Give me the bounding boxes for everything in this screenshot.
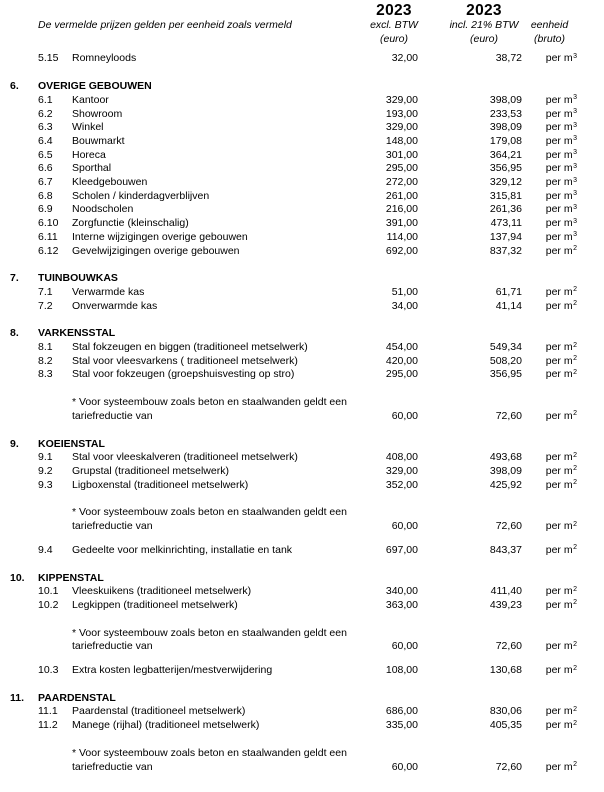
unit-exponent: 2 (573, 664, 577, 672)
unit-label: per m (545, 107, 573, 120)
unit-exponent: 2 (573, 300, 577, 308)
unit-exponent: 2 (573, 640, 577, 648)
price-incl-btw: 843,37 (489, 543, 522, 556)
unit-exponent: 3 (573, 108, 577, 116)
row-number: 6.2 (38, 107, 53, 120)
unit-cell (522, 149, 577, 163)
unit-cell (522, 300, 577, 314)
price-incl-btw: 329,12 (489, 176, 522, 189)
price-excl-btw: 34,00 (391, 299, 418, 312)
price-excl-btw: 261,00 (385, 189, 418, 202)
unit-exponent: 2 (573, 465, 577, 473)
section-rows (10, 451, 577, 557)
price-row (10, 108, 577, 122)
unit-cell (522, 245, 577, 259)
price-row (10, 355, 577, 369)
unit-label: per m (545, 719, 573, 732)
unit-label: per m (545, 121, 573, 134)
price-incl-btw: 72,60 (495, 520, 522, 533)
price-row (10, 300, 577, 314)
tariff-reduction-note (10, 506, 577, 533)
unit-label: per m (545, 543, 573, 556)
price-incl-btw: 233,53 (489, 107, 522, 120)
price-excl-btw: 692,00 (385, 244, 418, 257)
unit-exponent: 2 (573, 479, 577, 487)
unit-cell (522, 451, 577, 465)
price-incl-btw: 398,09 (489, 93, 522, 106)
unit-exponent: 3 (573, 94, 577, 102)
price-row (10, 599, 577, 613)
unit-label: per m (545, 176, 573, 189)
price-excl-btw: 51,00 (391, 285, 418, 298)
unit-cell (522, 761, 577, 775)
price-incl-btw: 41,14 (495, 299, 522, 312)
price-incl-btw: 38,72 (495, 52, 522, 65)
row-number: 7.2 (38, 299, 53, 312)
price-incl-btw: 411,40 (490, 585, 522, 598)
price-row (10, 135, 577, 149)
unit-exponent: 3 (573, 162, 577, 170)
row-label: Kleedgebouwen (72, 176, 148, 189)
price-incl-btw: 493,68 (489, 451, 522, 464)
price-excl-btw: 108,00 (385, 664, 418, 677)
row-number: 10.1 (38, 585, 59, 598)
unit-cell (522, 640, 577, 654)
unit-label: per m (545, 299, 573, 312)
unit-exponent: 2 (573, 585, 577, 593)
row-number: 5.15 (38, 52, 59, 65)
unit-label: per m (545, 203, 573, 216)
price-row (10, 465, 577, 479)
unit-exponent: 3 (573, 217, 577, 225)
price-excl-btw: 114,00 (386, 230, 418, 243)
row-number: 6.4 (38, 134, 53, 147)
price-excl-btw: 686,00 (385, 705, 418, 718)
price-excl-btw: 272,00 (385, 176, 418, 189)
unit-cell (522, 52, 577, 66)
price-incl-btw: 179,08 (489, 134, 522, 147)
unit-label: per m (545, 760, 573, 773)
price-row (10, 664, 577, 678)
row-number: 6.12 (38, 244, 59, 257)
unit-exponent: 3 (573, 176, 577, 184)
row-number: 9.3 (38, 478, 53, 491)
unit-exponent: 3 (573, 135, 577, 143)
row-label: Stal voor fokzeugen (groepshuisvesting op stro) (72, 368, 295, 381)
unit-cell (522, 599, 577, 613)
row-number: 6.9 (38, 203, 53, 216)
unit-label: per m (545, 598, 573, 611)
column-subheader-bruto: (bruto) (534, 32, 565, 45)
row-number: 6.3 (38, 121, 53, 134)
column-header-eenheid: eenheid (530, 19, 569, 31)
row-label: Kantoor (72, 93, 109, 106)
price-row (10, 286, 577, 300)
unit-label: per m (545, 354, 573, 367)
row-label: Romneyloods (72, 52, 137, 65)
price-incl-btw: 398,09 (489, 464, 522, 477)
price-row (10, 217, 577, 231)
unit-cell (522, 121, 577, 135)
row-number: 6.10 (38, 217, 59, 230)
section-number: 6. (10, 80, 19, 93)
price-row (10, 94, 577, 108)
unit-cell (522, 190, 577, 204)
unit-label: per m (545, 585, 573, 598)
price-incl-btw: 549,34 (489, 341, 522, 354)
section (10, 272, 577, 313)
unit-cell (522, 705, 577, 719)
note-line-2: tariefreductie van (72, 409, 153, 422)
row-label: Paardenstal (traditioneel metselwerk) (72, 705, 246, 718)
unit-cell (522, 108, 577, 122)
price-excl-btw: 295,00 (385, 368, 418, 381)
note-text (72, 506, 350, 533)
tariff-reduction-note (10, 627, 577, 654)
price-row (10, 368, 577, 382)
unit-cell (522, 162, 577, 176)
unit-exponent: 2 (573, 286, 577, 294)
row-label: Gedeelte voor melkinrichting, installatie en tank (72, 543, 293, 556)
row-number: 6.8 (38, 189, 53, 202)
year-incl-heading: 2023 (466, 2, 502, 19)
section (10, 80, 577, 258)
note-line-1: * Voor systeembouw zoals beton en staalwanden geldt een (72, 506, 347, 519)
price-excl-btw: 60,00 (391, 409, 418, 422)
section-header (10, 692, 577, 706)
section-header (10, 80, 577, 94)
unit-label: per m (545, 148, 573, 161)
row-label: Scholen / kinderdagverblijven (72, 189, 210, 202)
unit-label: per m (545, 189, 573, 202)
column-header-incl-btw: incl. 21% BTW (449, 19, 519, 31)
price-excl-btw: 301,00 (385, 148, 418, 161)
section (10, 327, 577, 423)
row-number: 10.3 (38, 664, 59, 677)
row-number: 6.5 (38, 148, 53, 161)
price-incl-btw: 364,21 (489, 148, 522, 161)
unit-exponent: 3 (573, 231, 577, 239)
price-excl-btw: 329,00 (385, 121, 418, 134)
row-number: 6.1 (38, 93, 53, 106)
unit-exponent: 2 (573, 599, 577, 607)
price-incl-btw: 439,23 (489, 598, 522, 611)
section-header (10, 272, 577, 286)
row-label: Onverwarmde kas (72, 299, 158, 312)
price-row (10, 121, 577, 135)
price-row (10, 176, 577, 190)
price-excl-btw: 32,00 (391, 52, 418, 65)
unit-cell (522, 203, 577, 217)
price-row (10, 719, 577, 733)
unit-exponent: 2 (573, 245, 577, 253)
price-excl-btw: 329,00 (385, 93, 418, 106)
unit-cell (522, 176, 577, 190)
section-number: 9. (10, 437, 19, 450)
note-line-1: * Voor systeembouw zoals beton en staalwanden geldt een (72, 746, 347, 759)
unit-label: per m (545, 162, 573, 175)
table-header-titles (10, 19, 577, 33)
unit-label: per m (545, 134, 573, 147)
unit-label: per m (545, 341, 573, 354)
price-row (10, 203, 577, 217)
price-excl-btw: 391,00 (385, 217, 418, 230)
unit-label: per m (545, 451, 573, 464)
row-number: 11.2 (38, 719, 58, 732)
section-rows (10, 341, 577, 424)
unit-cell (522, 585, 577, 599)
price-incl-btw: 356,95 (489, 368, 522, 381)
note-line-1: * Voor systeembouw zoals beton en staalwanden geldt een (72, 396, 347, 409)
row-label: Gevelwijzigingen overige gebouwen (72, 244, 240, 257)
unit-cell (522, 410, 577, 424)
row-label: Manege (rijhal) (traditioneel metselwerk) (72, 719, 260, 732)
price-row (10, 245, 577, 259)
unit-label: per m (545, 217, 573, 230)
unit-exponent: 2 (573, 355, 577, 363)
price-excl-btw: 216,00 (385, 203, 418, 216)
unit-cell (522, 544, 577, 558)
sections-container (10, 80, 577, 774)
section (10, 692, 577, 775)
unit-label: per m (545, 52, 573, 65)
row-number: 6.11 (38, 230, 58, 243)
price-incl-btw: 830,06 (489, 705, 522, 718)
price-excl-btw: 420,00 (385, 354, 418, 367)
row-number: 10.2 (38, 598, 59, 611)
section-rows (10, 94, 577, 258)
price-incl-btw: 356,95 (489, 162, 522, 175)
row-label: Sporthal (72, 162, 112, 175)
column-subheader-euro-2: (euro) (469, 32, 498, 45)
unit-exponent: 3 (573, 149, 577, 157)
row-label: Winkel (72, 121, 104, 134)
price-incl-btw: 425,92 (489, 478, 522, 491)
price-excl-btw: 60,00 (391, 640, 418, 653)
row-label: Vleeskuikens (traditioneel metselwerk) (72, 585, 252, 598)
section (10, 438, 577, 558)
unit-exponent: 3 (573, 121, 577, 129)
price-excl-btw: 295,00 (385, 162, 418, 175)
section (10, 572, 577, 678)
price-excl-btw: 148,00 (385, 134, 418, 147)
note-text (72, 627, 350, 654)
price-incl-btw: 473,11 (490, 217, 522, 230)
section-number: 11. (10, 691, 25, 704)
unit-label: per m (545, 705, 573, 718)
unit-cell (522, 719, 577, 733)
price-excl-btw: 363,00 (385, 598, 418, 611)
unit-cell (522, 217, 577, 231)
price-incl-btw: 72,60 (495, 409, 522, 422)
price-row (10, 231, 577, 245)
price-excl-btw: 335,00 (385, 719, 418, 732)
section-header (10, 327, 577, 341)
unit-cell (522, 231, 577, 245)
unit-label: per m (545, 244, 573, 257)
price-excl-btw: 193,00 (385, 107, 418, 120)
row-number: 6.6 (38, 162, 53, 175)
unit-label: per m (545, 368, 573, 381)
unit-label: per m (545, 230, 573, 243)
price-row (10, 149, 577, 163)
row-label: Legkippen (traditioneel metselwerk) (72, 598, 238, 611)
unit-cell (522, 286, 577, 300)
unit-cell (522, 94, 577, 108)
price-row (10, 162, 577, 176)
table-header-years (10, 2, 577, 19)
row-number: 9.2 (38, 464, 53, 477)
price-row (10, 544, 577, 558)
note-line-2: tariefreductie van (72, 760, 153, 773)
row-number: 9.1 (38, 451, 53, 464)
unit-exponent: 2 (573, 520, 577, 528)
unit-exponent: 2 (573, 719, 577, 727)
unit-exponent: 2 (573, 544, 577, 552)
intro-note: De vermelde prijzen gelden per eenheid zoals vermeld (38, 19, 292, 31)
price-row (10, 479, 577, 493)
unit-label: per m (545, 93, 573, 106)
price-incl-btw: 61,71 (495, 285, 522, 298)
row-label: Ligboxenstal (traditioneel metselwerk) (72, 478, 249, 491)
section-title: VARKENSSTAL (38, 327, 116, 340)
section-title: TUINBOUWKAS (38, 272, 118, 285)
row-label: Stal voor vleesvarkens ( traditioneel metselwerk) (72, 354, 298, 367)
price-incl-btw: 72,60 (495, 760, 522, 773)
unit-label: per m (545, 640, 573, 653)
unit-cell (522, 368, 577, 382)
note-line-2: tariefreductie van (72, 520, 153, 533)
unit-label: per m (545, 285, 573, 298)
section-title: KIPPENSTAL (38, 571, 104, 584)
price-incl-btw: 137,94 (489, 230, 522, 243)
row-label: Bouwmarkt (72, 134, 125, 147)
row-label: Extra kosten legbatterijen/mestverwijdering (72, 664, 273, 677)
note-text (72, 747, 350, 774)
table-header-subtitles (10, 33, 577, 47)
price-row (10, 190, 577, 204)
row-label: Grupstal (traditioneel metselwerk) (72, 464, 229, 477)
year-excl-heading: 2023 (376, 2, 412, 19)
section-rows (10, 585, 577, 678)
price-incl-btw: 72,60 (495, 640, 522, 653)
price-excl-btw: 340,00 (385, 585, 418, 598)
row-label: Stal voor vleeskalveren (traditioneel metselwerk) (72, 451, 298, 464)
unit-exponent: 2 (573, 368, 577, 376)
section-title: KOEIENSTAL (38, 437, 105, 450)
unit-exponent: 2 (573, 410, 577, 418)
row-label: Zorgfunctie (kleinschalig) (72, 217, 189, 230)
price-excl-btw: 697,00 (385, 543, 418, 556)
price-excl-btw: 454,00 (385, 341, 418, 354)
price-excl-btw: 60,00 (391, 760, 418, 773)
unit-cell (522, 664, 577, 678)
note-text (72, 396, 350, 423)
price-row (10, 451, 577, 465)
unit-label: per m (545, 664, 573, 677)
unit-cell (522, 341, 577, 355)
column-subheader-euro-1: (euro) (379, 32, 408, 45)
tariff-reduction-note (10, 747, 577, 774)
row-number: 9.4 (38, 543, 53, 556)
section-title: OVERIGE GEBOUWEN (38, 80, 152, 93)
row-number: 7.1 (38, 285, 53, 298)
section-number: 8. (10, 327, 19, 340)
unit-label: per m (545, 478, 573, 491)
section-number: 7. (10, 272, 19, 285)
section-title: PAARDENSTAL (38, 691, 116, 704)
unit-cell (522, 520, 577, 534)
tariff-reduction-note (10, 396, 577, 423)
unit-exponent: 3 (573, 203, 577, 211)
price-incl-btw: 261,36 (489, 203, 522, 216)
price-row (10, 341, 577, 355)
row-label: Stal fokzeugen en biggen (traditioneel metselwerk) (72, 341, 308, 354)
price-incl-btw: 315,81 (489, 189, 522, 202)
section-number: 10. (10, 571, 25, 584)
unit-cell (522, 135, 577, 149)
price-incl-btw: 398,09 (489, 121, 522, 134)
row-number: 6.7 (38, 176, 53, 189)
row-number: 8.2 (38, 354, 53, 367)
unit-exponent: 2 (573, 341, 577, 349)
section-header (10, 438, 577, 452)
unit-exponent: 3 (573, 52, 577, 60)
unit-exponent: 2 (573, 761, 577, 769)
row-label: Showroom (72, 107, 123, 120)
price-incl-btw: 508,20 (489, 354, 522, 367)
unit-cell (522, 355, 577, 369)
unit-label: per m (545, 464, 573, 477)
row-label: Verwarmde kas (72, 285, 145, 298)
price-incl-btw: 837,32 (489, 244, 522, 257)
row-number: 8.3 (38, 368, 53, 381)
price-excl-btw: 408,00 (385, 451, 418, 464)
column-header-excl-btw: excl. BTW (370, 19, 418, 31)
unit-cell (522, 479, 577, 493)
row-number: 11.1 (38, 705, 58, 718)
section-rows (10, 705, 577, 774)
price-row (10, 705, 577, 719)
price-excl-btw: 60,00 (391, 520, 418, 533)
unit-exponent: 2 (573, 705, 577, 713)
unit-cell (522, 465, 577, 479)
row-label: Noodscholen (72, 203, 134, 216)
unit-exponent: 3 (573, 190, 577, 198)
price-excl-btw: 352,00 (385, 478, 418, 491)
price-incl-btw: 405,35 (489, 719, 522, 732)
note-line-1: * Voor systeembouw zoals beton en staalwanden geldt een (72, 626, 347, 639)
row-label: Interne wijzigingen overige gebouwen (72, 230, 248, 243)
unit-exponent: 2 (573, 451, 577, 459)
section-rows (10, 286, 577, 313)
price-incl-btw: 130,68 (489, 664, 522, 677)
price-row (10, 52, 577, 66)
price-row (10, 585, 577, 599)
unit-label: per m (545, 409, 573, 422)
unit-label: per m (545, 520, 573, 533)
note-line-2: tariefreductie van (72, 640, 153, 653)
row-number: 8.1 (38, 341, 53, 354)
price-excl-btw: 329,00 (385, 464, 418, 477)
row-label: Horeca (72, 148, 106, 161)
section-header (10, 572, 577, 586)
